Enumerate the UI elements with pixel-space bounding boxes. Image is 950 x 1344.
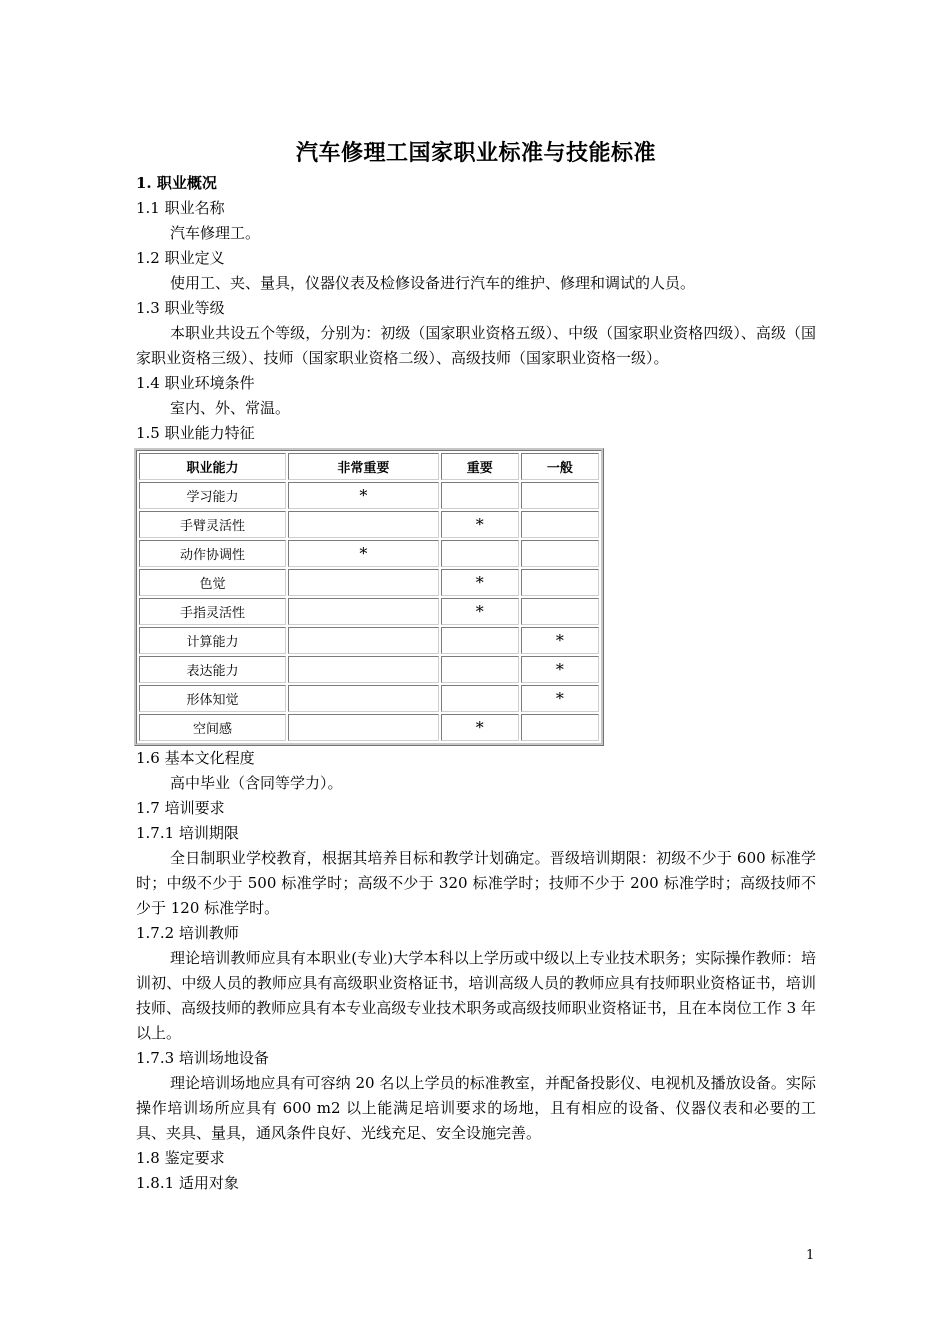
ability-name: 空间感 xyxy=(139,714,286,741)
rating-cell xyxy=(441,482,519,509)
table-row xyxy=(139,511,599,538)
rating-cell xyxy=(288,598,439,625)
rating-cell xyxy=(288,685,439,712)
rating-cell xyxy=(521,569,599,596)
rating-cell xyxy=(441,627,519,654)
ability-name: 形体知觉 xyxy=(139,685,286,712)
table-header: 重要 xyxy=(441,453,519,480)
section-1-6-heading: 1.6 基本文化程度 xyxy=(136,749,255,767)
section-1-4-heading: 1.4 职业环境条件 xyxy=(136,374,255,392)
section-1-7-2-heading: 1.7.2 培训教师 xyxy=(136,924,239,942)
section-1-1-text: 汽车修理工。 xyxy=(170,224,261,242)
section-1-7-3-text: 理论培训场地应具有可容纳 20 名以上学员的标准教室，并配备投影仪、电视机及播放设备。实际操作培训场所应具有 600 m2 以上能满足培训要求的场地，且有相应的设备、仪器仪表和必要的工具、夹具、量具，通风条件良好、光线充足、安全设施完善。 xyxy=(136,1074,816,1142)
table-row xyxy=(139,656,599,683)
section-1-7-3-heading: 1.7.3 培训场地设备 xyxy=(136,1049,269,1067)
section-1-8-heading: 1.8 鉴定要求 xyxy=(136,1149,225,1167)
table-header: 一般 xyxy=(521,453,599,480)
table-row xyxy=(139,598,599,625)
document-body xyxy=(136,130,816,1196)
table-row xyxy=(139,569,599,596)
section-1-6-text: 高中毕业（含同等学力）。 xyxy=(170,774,343,792)
rating-cell xyxy=(441,540,519,567)
section-1-1-heading: 1.1 职业名称 xyxy=(136,199,225,217)
table-header: 非常重要 xyxy=(288,453,439,480)
ability-name: 表达能力 xyxy=(139,656,286,683)
section-1-2-text: 使用工、夹、量具，仪器仪表及检修设备进行汽车的维护、修理和调试的人员。 xyxy=(170,274,696,292)
section-1-7-heading: 1.7 培训要求 xyxy=(136,799,225,817)
section-1-4-text: 室内、外、常温。 xyxy=(170,399,291,417)
section-1-5-heading: 1.5 职业能力特征 xyxy=(136,424,255,442)
rating-cell: * xyxy=(441,598,519,625)
ability-name: 手指灵活性 xyxy=(139,598,286,625)
section-1-heading: 1. 职业概况 xyxy=(136,174,217,192)
rating-cell: * xyxy=(288,540,439,567)
rating-cell: * xyxy=(288,482,439,509)
table-row xyxy=(139,685,599,712)
section-1-2-heading: 1.2 职业定义 xyxy=(136,249,225,267)
table-header-row xyxy=(139,453,599,480)
rating-cell: * xyxy=(441,511,519,538)
ability-name: 手臂灵活性 xyxy=(139,511,286,538)
rating-cell xyxy=(441,656,519,683)
rating-cell xyxy=(521,598,599,625)
rating-cell xyxy=(288,569,439,596)
rating-cell xyxy=(521,714,599,741)
section-1-7-1-text: 全日制职业学校教育，根据其培养目标和教学计划确定。晋级培训期限：初级不少于 600 标准学时；中级不少于 500 标准学时；高级不少于 320 标准学时；技师不少于 200 标准学时；高级技师不少于 120 标准学时。 xyxy=(136,849,816,917)
ability-name: 动作协调性 xyxy=(139,540,286,567)
table-row xyxy=(139,540,599,567)
rating-cell xyxy=(441,685,519,712)
rating-cell xyxy=(288,627,439,654)
rating-cell: * xyxy=(441,714,519,741)
ability-name: 学习能力 xyxy=(139,482,286,509)
ability-name: 计算能力 xyxy=(139,627,286,654)
table-row xyxy=(139,627,599,654)
rating-cell: * xyxy=(441,569,519,596)
ability-name: 色觉 xyxy=(139,569,286,596)
rating-cell xyxy=(288,656,439,683)
page-number: 1 xyxy=(806,1248,815,1263)
section-1-7-2-text: 理论培训教师应具有本职业(专业)大学本科以上学历或中级以上专业技术职务；实际操作教师：培训初、中级人员的教师应具有高级职业资格证书，培训高级人员的教师应具有技师职业资格证书，培训技师、高级技师的教师应具有本专业高级专业技术职务或高级技师职业资格证书，且在本岗位工作 3 年以上。 xyxy=(136,949,816,1042)
section-1-7-1-heading: 1.7.1 培训期限 xyxy=(136,824,239,842)
table-row xyxy=(139,714,599,741)
rating-cell: * xyxy=(521,627,599,654)
rating-cell xyxy=(521,482,599,509)
rating-cell xyxy=(521,540,599,567)
rating-cell xyxy=(288,511,439,538)
table-header: 职业能力 xyxy=(139,453,286,480)
rating-cell: * xyxy=(521,656,599,683)
ability-table xyxy=(134,448,604,746)
document-title: 汽车修理工国家职业标准与技能标准 xyxy=(295,140,656,166)
section-1-3-text: 本职业共设五个等级，分别为：初级（国家职业资格五级）、中级（国家职业资格四级）、高级（国家职业资格三级）、技师（国家职业资格二级）、高级技师（国家职业资格一级）。 xyxy=(136,324,816,367)
rating-cell xyxy=(288,714,439,741)
table-row xyxy=(139,482,599,509)
section-1-3-heading: 1.3 职业等级 xyxy=(136,299,225,317)
rating-cell: * xyxy=(521,685,599,712)
rating-cell xyxy=(521,511,599,538)
section-1-8-1-heading: 1.8.1 适用对象 xyxy=(136,1174,239,1192)
